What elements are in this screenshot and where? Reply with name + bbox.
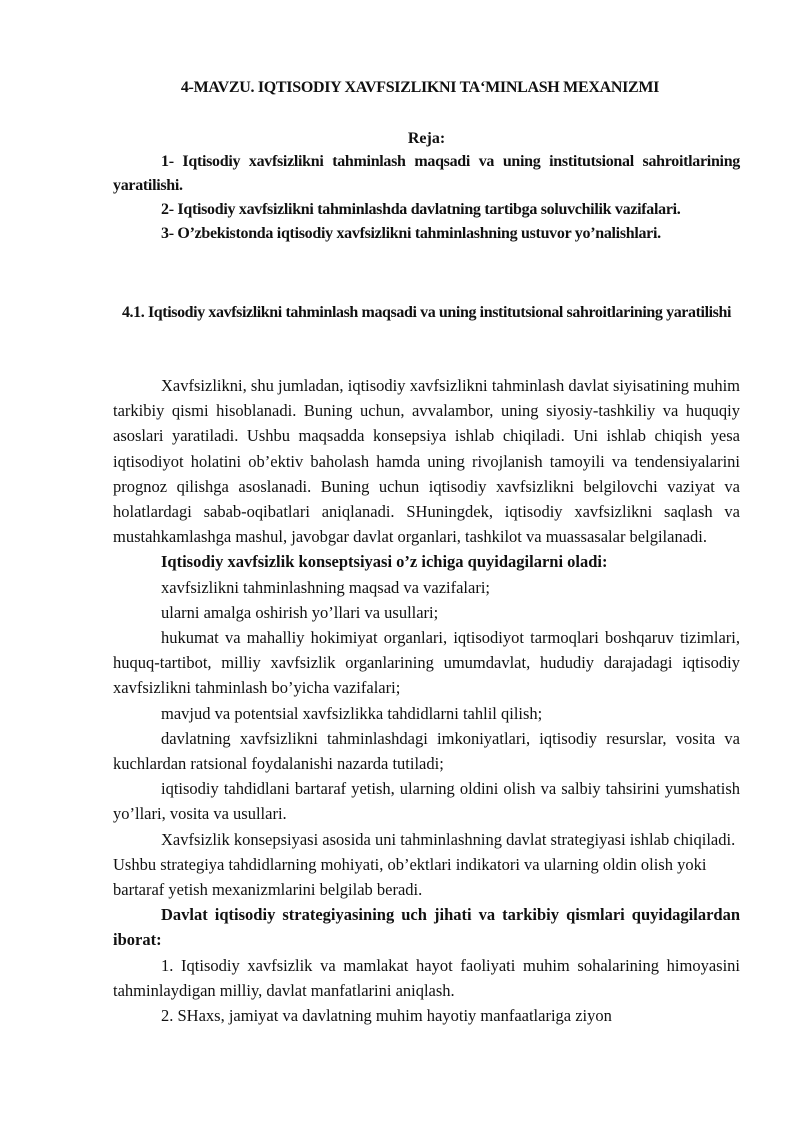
body-text	[113, 373, 740, 1028]
page-title: 4-MAVZU. IQTISODIY XAVFSIZLIKNI TA‘MINLASH MEXANIZMI	[180, 79, 660, 96]
plan-item: 2- Iqtisodiy xavfsizlikni tahminlashda davlatning tartibga soluvchilik vazifalari.	[161, 201, 681, 218]
plan-item: 3- O’zbekistonda iqtisodiy xavfsizlikni tahminlashning ustuvor yo’nalishlari.	[161, 225, 661, 242]
list-item: mavjud va potentsial xavfsizlikka tahdidlarni tahlil qilish;	[161, 703, 543, 723]
paragraph: Xavfsizlik konsepsiyasi asosida uni tahminlashning davlat strategiyasi ishlab chiqiladi. Ushbu strategiya tahdidlarning mohiyati, ob’ektlari indikatori va ularning oldin olish yoki bartaraf yetish mexanizmlarini belgilab beradi.	[113, 829, 736, 900]
list-item: ularni amalga oshirish yo’llari va usullari;	[161, 602, 439, 622]
section-heading: 4.1. Iqtisodiy xavfsizlikni tahminlash maqsadi va uning institutsional sahroitlarining yaratilishi	[121, 304, 732, 321]
paragraph-bold: Iqtisodiy xavfsizlik konseptsiyasi o’z ichiga quyidagilarni oladi:	[161, 552, 608, 572]
list-item: davlatning xavfsizlikni tahminlashdagi imkoniyatlari, iqtisodiy resurslar, vosita va kuchlardan ratsional foydalanishi nazarda tutiladi;	[113, 728, 740, 774]
list-item: iqtisodiy tahdidlani bartaraf yetish, ularning oldini olish va salbiy tahsirini yumshatish yo’llari, vosita va usullari.	[113, 779, 740, 824]
plan-item: 1- Iqtisodiy xavfsizlikni tahminlash maqsadi va uning institutsional sahroitlarining yaratilishi.	[113, 153, 740, 194]
paragraph: Xavfsizlikni, shu jumladan, iqtisodiy xavfsizlikni tahminlash davlat siyisatining muhim tarkibiy qismi hisoblanadi. Buning uchun, avvalambor, uning siyosiy-tashkiliy va huquqiy asoslari yaratiladi. Ushbu maqsadda konsepsiya ishlab chiqiladi. Uni ishlab chiqish yesa iqtisodiyot holatini ob’ektiv baholash hamda uning rivojlanish tamoyili va tendensiyalarini prognoz qilishga asoslanadi. Buning uchun iqtisodiy xavfsizlikni belgilovchi vaziyat va holatlardagi sabab-oqibatlari aniqlanadi. SHuningdek, iqtisodiy xavfsizlikni saqlash va mustahkamlashga mashul, javobgar davlat organlari, tashkilot va muassasalar belgilanadi.	[113, 376, 740, 547]
list-item: xavfsizlikni tahminlashning maqsad va vazifalari;	[161, 577, 490, 597]
numbered-item: 2. SHaxs, jamiyat va davlatning muhim hayotiy manfaatlariga ziyon	[161, 1006, 612, 1026]
paragraph-bold: Davlat iqtisodiy strategiyasining uch jihati va tarkibiy qismlari quyidagilardan iborat:	[113, 905, 740, 950]
list-item: hukumat va mahalliy hokimiyat organlari, iqtisodiyot tarmoqlari boshqaruv tizimlari, huquq-tartibot, milliy xavfsizlik organlarining umumdavlat, hududiy darajadagi iqtisodiy xavfsizlikni tahminlash bo’yicha vazifalari;	[113, 628, 740, 698]
plan-heading: Reja:	[407, 130, 446, 147]
numbered-item: 1. Iqtisodiy xavfsizlik va mamlakat hayot faoliyati muhim sohalarining himoyasini tahminlaydigan milliy, davlat manfatlarini aniqlash.	[113, 955, 740, 1000]
plan-list	[113, 150, 740, 246]
